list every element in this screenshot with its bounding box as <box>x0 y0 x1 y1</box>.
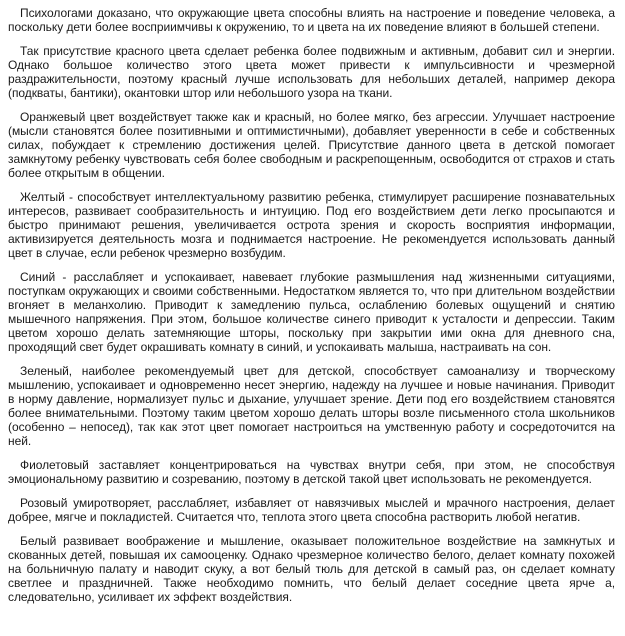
paragraph-violet: Фиолетовый заставляет концентрироваться на чувствах внутри себя, при этом, не способствуя эмоциональному развитию и созреванию, поэтому в детской такой цвет использовать не рекомендуется. <box>8 458 615 486</box>
paragraph-green: Зеленый, наиболее рекомендуемый цвет для детской, способствует самоанализу и творческому мышлению, успокаивает и одновременно несет энергию, надежду на лучшее и новые начинания. Приводит в норму давление, нормализует пульс и дыхание, улучшает зрение. Дети под его воздействием становятся более внимательными. Поэтому таким цветом хорошо делать шторы возле письменного стола школьников (особенно – непосед), так как этот цвет помогает настроиться на умственную работу и сосредоточится на ней. <box>8 364 615 448</box>
paragraph-red: Так присутствие красного цвета сделает ребенка более подвижным и активным, добавит сил и энергии. Однако большое количество этого цвета может привести к импульсивности и чрезмерной раздражительности, поэтому красный лучше использовать для небольших деталей, например декора (подкваты, бантики), окантовки штор или небольшого узора на ткани. <box>8 44 615 100</box>
article-body <box>8 6 615 604</box>
paragraph-white: Белый развивает воображение и мышление, оказывает положительное воздействие на замкнутых и скованных детей, повышая их самооценку. Однако чрезмерное количество белого, делает комнату похожей на больничную палату и наводит скуку, а вот белый тюль для детской в самый раз, он сделает комнату светлее и праздничней. Также необходимо помнить, что белый делает соседние цвета ярче а, следовательно, усиливает их эффект воздействия. <box>8 534 615 604</box>
paragraph-blue: Синий - расслабляет и успокаивает, навевает глубокие размышления над жизненными ситуациями, поступкам окружающих и своими собственными. Недостатком является то, что при длительном воздействии вгоняет в меланхолию. Приводит к замедлению пульса, ослаблению болевых ощущений и снятию мышечного напряжения. При этом, большое количестве синего приводит к усталости и депрессии. Таким цветом хорошо делать затемняющие шторы, поскольку при закрытии ими окна для дневного сна, проходящий свет будет окрашивать комнату в синий, и успокаивать малыша, настраивать на сон. <box>8 270 615 354</box>
paragraph-intro: Психологами доказано, что окружающие цвета способны влиять на настроение и поведение человека, а поскольку дети более восприимчивы к окружению, то и цвета на их поведение влияют в большей степени. <box>8 6 615 34</box>
paragraph-yellow: Желтый - способствует интеллектуальному развитию ребенка, стимулирует расширение познавательных интересов, развивает сообразительность и интуицию. Под его воздействием дети легко просыпаются и быстро принимают решения, увеличивается острота зрения и скорость восприятия информации, активизируется деятельность мозга и поднимается настроение. Не рекомендуется использовать данный цвет в случае, если ребенок чрезмерно возбудим. <box>8 190 615 260</box>
paragraph-orange: Оранжевый цвет воздействует также как и красный, но более мягко, без агрессии. Улучшает настроение (мысли становятся более позитивными и оптимистичными), добавляет уверенности в себе и собственных силах, побуждает к стремлению достижения целей. Присутствие данного цвета в детской помогает замкнутому ребенку чувствовать себя более свободным и раскрепощенным, освободится от страхов и стать более открытым в общении. <box>8 110 615 180</box>
paragraph-pink: Розовый умиротворяет, расслабляет, избавляет от навязчивых мыслей и мрачного настроения, делает добрее, мягче и покладистей. Считается что, теплота этого цвета способна растворить любой негатив. <box>8 496 615 524</box>
